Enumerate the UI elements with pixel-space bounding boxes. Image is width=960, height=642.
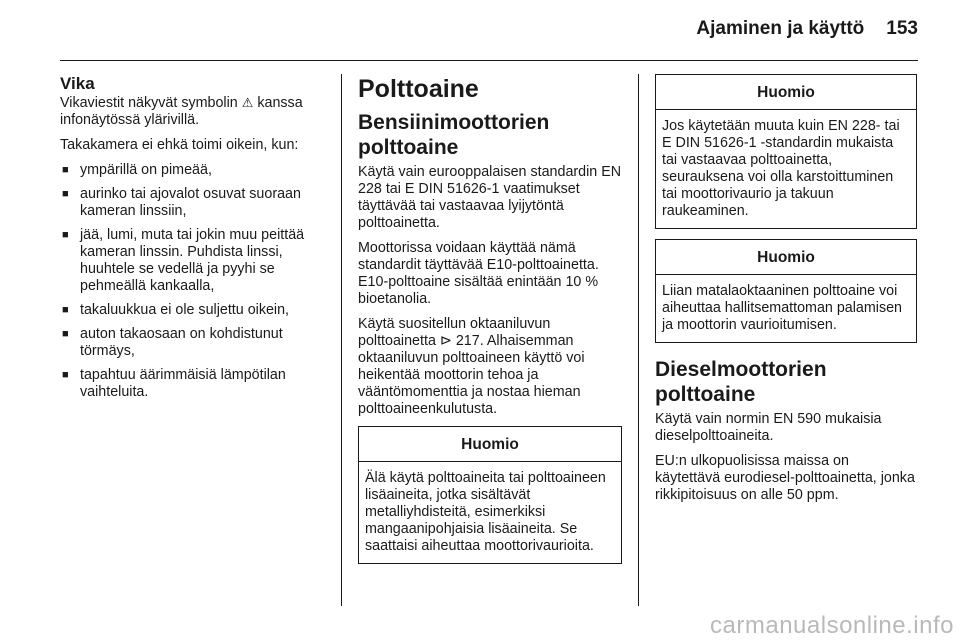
fault-intro: Vikaviestit näkyvät symbolin ⚠ kanssa infonäytössä ylärivillä. [60,95,303,128]
petrol-subtitle: Bensiinimoottorien polttoaine [358,111,550,159]
notice-box [655,239,917,343]
diesel-paragraph-1: Käytä vain normin EN 590 mukaisia dieselpolttoaineita. [655,411,882,444]
petrol-paragraph-3: Käytä suositellun oktaaniluvun polttoainetta ⊳ 217. Alhaisemman oktaaniluvun polttoaineen käyttö voi heikentää moottorin tehoa ja vääntömomenttia ja nostaa hieman polttoaineenkulutusta. [358,316,585,417]
petrol-paragraph-1: Käytä vain eurooppalaisen standardin EN 228 tai E DIN 51626-1 vaatimukset täyttävää tai vastaavaa lyijytöntä polttoainetta. [358,164,622,231]
watermark: carmanualsonline.info [710,612,954,639]
column-middle [358,74,622,574]
notice-text: Jos käytetään muuta kuin EN 228- tai E DIN 51626-1 -standardin mukaista tai vastaavaa polttoainetta, seurauksena voi olla karstoittuminen tai moottorivaurio ja takuun raukeaminen. [662,118,900,219]
list-item: ■ jää, lumi, muta tai jokin muu peittää kameran linssin. Puhdista linssi, huuhtele se vedellä ja pyyhi se pehmeällä kankaalla, [60,227,324,295]
notice-title: Huomio [656,75,916,110]
diesel-title: Dieselmoottorien polttoaine [655,358,827,406]
page-reference-icon: ⊳ [439,333,452,349]
header-rule [60,60,918,61]
condition-list [60,162,324,401]
list-item: ■ auton takaosaan on kohdistunut törmäys, [60,326,324,360]
petrol-paragraph-2: Moottorissa voidaan käyttää nämä standardit täyttävää E10-polttoainetta. E10-polttoaine sisältää enintään 10 % bioetanolia. [358,240,599,307]
page-number: 153 [886,18,918,39]
camera-lead: Takakamera ei ehkä toimi oikein, kun: [60,137,299,153]
fault-heading: Vika [60,74,95,93]
notice-text: Älä käytä polttoaineita tai polttoaineen lisäaineita, jotka sisältävät metalliyhdisteitä, esimerkiksi mangaanipohjaisia lisäaineita. Se saattaisi aiheuttaa moottorivaurioita. [365,470,606,554]
diesel-paragraph-2: EU:n ulkopuolisissa maissa on käytettävä eurodiesel-polttoainetta, jonka rikkipitoisuus on alle 50 ppm. [655,453,915,503]
column-left [60,74,324,408]
section-title: Ajaminen ja käyttö [696,18,865,39]
column-divider [638,74,639,606]
column-divider [341,74,342,606]
fuel-title: Polttoaine [358,75,479,103]
warning-triangle-icon: ⚠ [241,95,254,110]
column-right [655,74,917,512]
list-item: ■ tapahtuu äärimmäisiä lämpötilan vaihteluita. [60,367,324,401]
list-item: ■ takaluukkua ei ole suljettu oikein, [60,302,324,319]
list-item: ■ aurinko tai ajovalot osuvat suoraan kameran linssiin, [60,186,324,220]
notice-box [655,74,917,229]
notice-title: Huomio [656,240,916,275]
notice-box [358,426,622,564]
list-item: ■ ympärillä on pimeää, [60,162,324,179]
notice-title: Huomio [359,427,621,462]
running-header [696,18,918,40]
notice-text: Liian matalaoktaaninen polttoaine voi aiheuttaa hallitsemattoman palamisen ja moottorin vaurioitumisen. [662,283,903,333]
